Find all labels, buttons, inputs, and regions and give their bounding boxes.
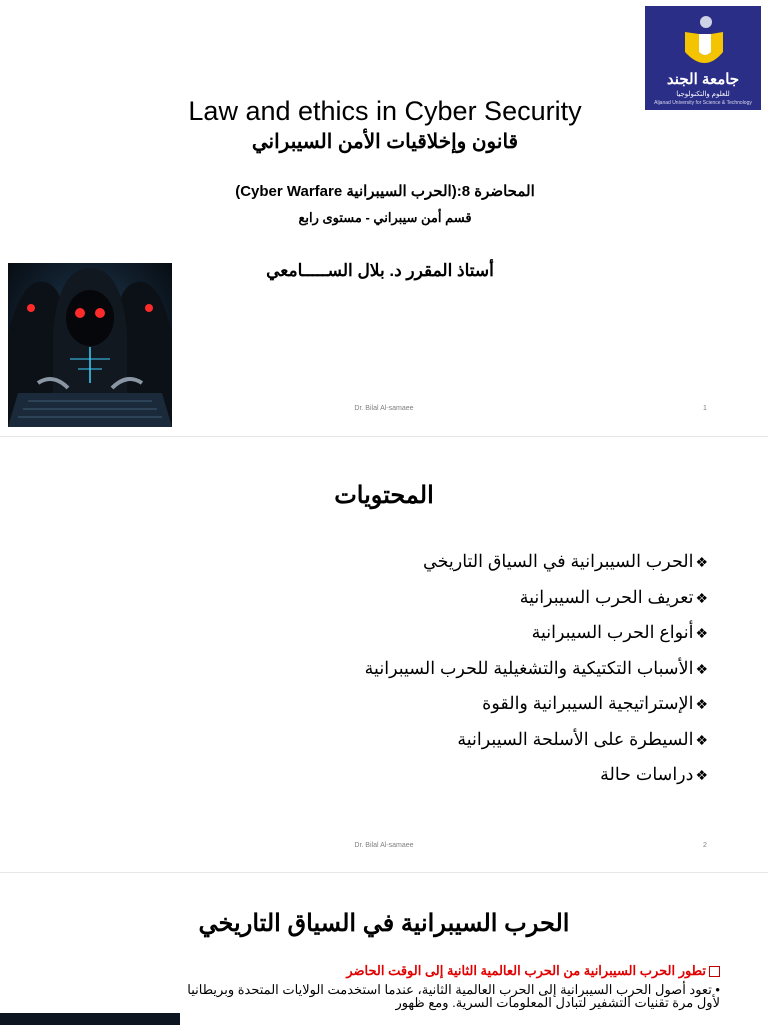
contents-item: ❖دراسات حالة [600, 764, 708, 784]
course-title-en: Law and ethics in Cyber Security [188, 96, 582, 126]
hooded-hackers-icon [8, 263, 172, 427]
slide-footer: Dr. Bilal Al-samaee [354, 842, 414, 849]
diamond-bullet-icon: ❖ [695, 625, 708, 641]
diamond-bullet-icon: ❖ [695, 767, 708, 783]
diamond-bullet-icon: ❖ [695, 660, 708, 677]
instructor-name: أستاذ المقرر د. بلال الســـــامعي [266, 261, 494, 280]
diamond-bullet-icon: ❖ [695, 731, 708, 748]
section-title: الحرب السيبرانية في السياق التاريخي [198, 910, 570, 937]
slide-2 [0, 436, 768, 869]
department-level: قسم أمن سيبراني - مستوى رابع [298, 210, 472, 225]
slide-1 [0, 0, 768, 432]
contents-item: ❖أنواع الحرب السيبرانية [531, 622, 708, 642]
course-title-ar: قانون وإخلاقيات الأمن السيبراني [251, 131, 519, 153]
diamond-bullet-icon: ❖ [695, 696, 708, 712]
section-body: • تعود أصول الحرب السيبرانية إلى الحرب العالمية الثانية، عندما استخدمت الولايات المتحدة وبريطانيا لأول مرة تقنيات التشفير لتبادل المعلومات السرية. ومع ظهور [187, 982, 720, 1010]
diamond-bullet-icon: ❖ [695, 554, 708, 570]
diamond-bullet-icon: ❖ [695, 589, 708, 606]
contents-item: ❖الحرب السيبرانية في السياق التاريخي [422, 551, 708, 571]
contents-item: ❖السيطرة على الأسلحة السيبرانية [457, 728, 708, 749]
slide-3 [0, 872, 768, 1025]
contents-item: ❖الأسباب التكتيكية والتشغيلية للحرب السيبرانية [364, 657, 708, 678]
page-number: 2 [703, 842, 707, 849]
logo-emblem-icon [679, 12, 727, 70]
contents-item: ❖الإستراتيجية السيبرانية والقوة [482, 693, 708, 713]
section-subtitle: تطور الحرب السيبرانية من الحرب العالمية الثانية إلى الوقت الحاضر [346, 963, 720, 979]
logo-subtitle: للعلوم والتكنولوجيا [676, 91, 730, 98]
logo-name: جامعة الجند [666, 71, 740, 88]
section-image [0, 1013, 180, 1025]
page-number: 1 [703, 405, 707, 412]
lecture-title: المحاضرة 8:(الحرب السيبرانية Cyber Warfare) [235, 183, 535, 200]
contents-title: المحتويات [334, 482, 434, 509]
contents-list [228, 551, 708, 800]
contents-item: ❖تعريف الحرب السيبرانية [519, 586, 708, 607]
university-logo [645, 6, 761, 110]
checkbox-bullet-icon [709, 966, 720, 977]
logo-subtitle-en: Aljanad University for Science & Technology [654, 100, 752, 106]
slide-footer: Dr. Bilal Al-samaee [354, 405, 414, 412]
